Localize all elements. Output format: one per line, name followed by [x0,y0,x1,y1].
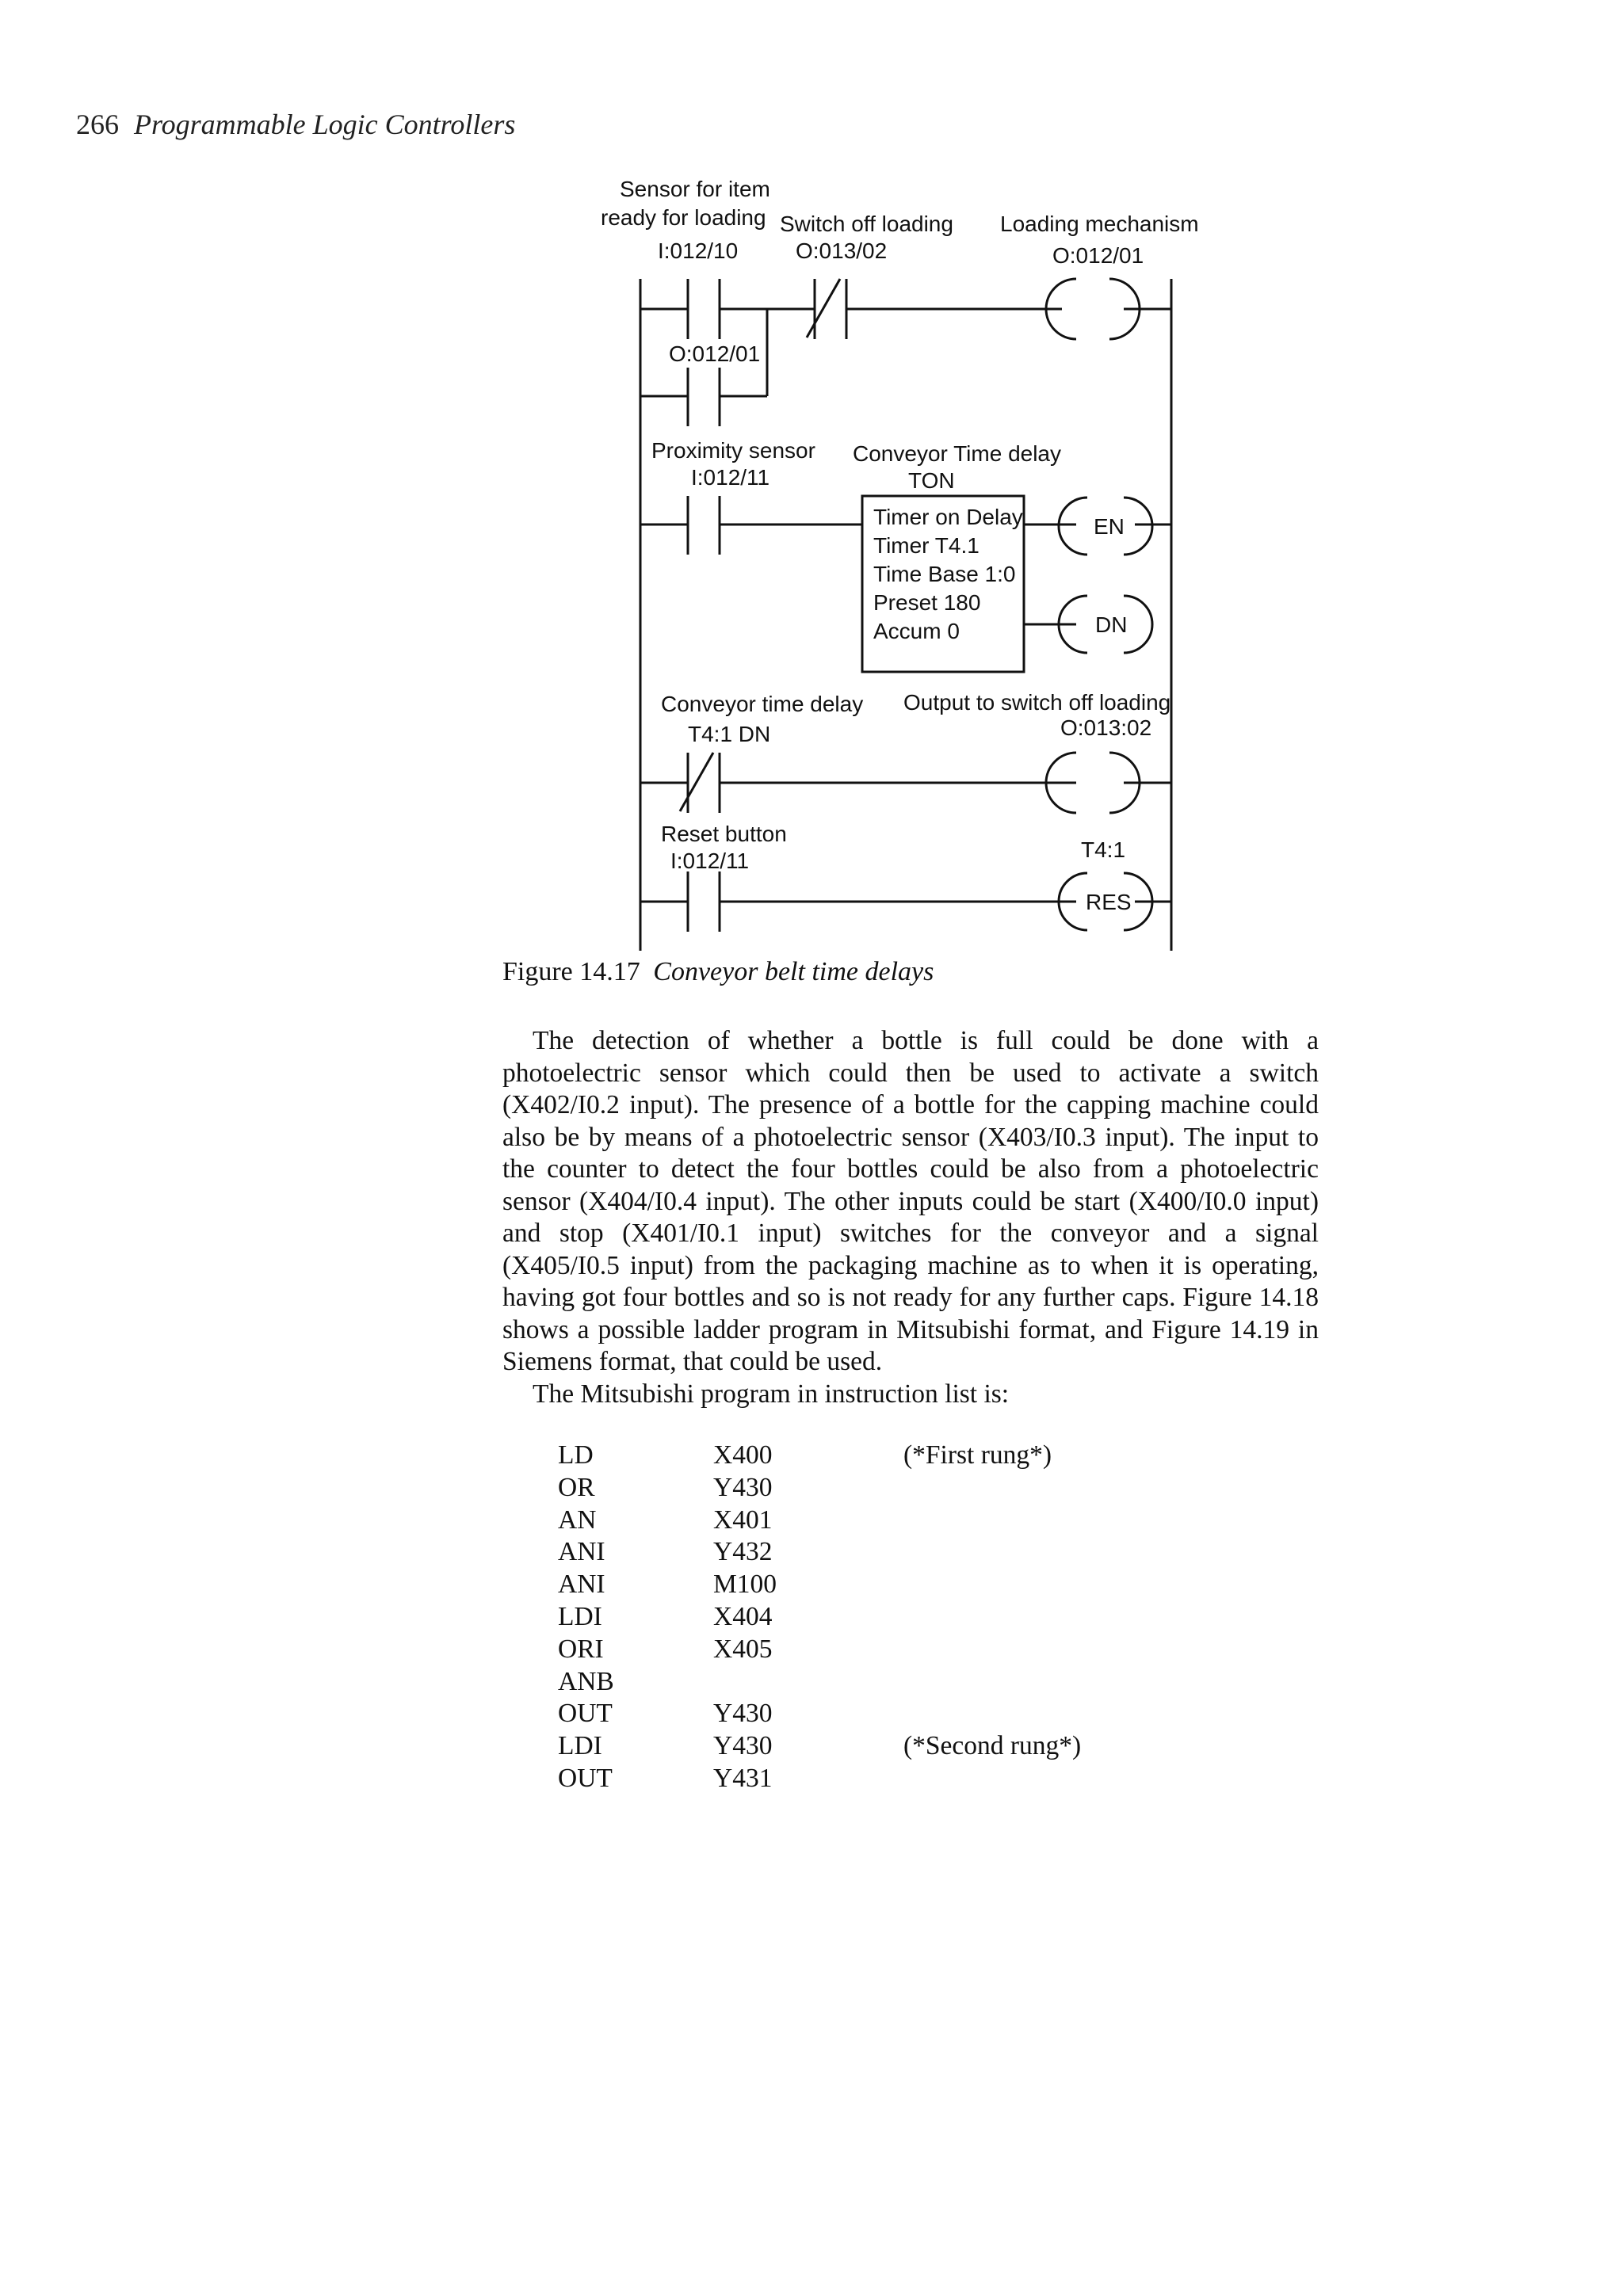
rung1-sensor-label-2: ready for loading [601,205,766,230]
rung3-output-address: O:013:02 [1060,715,1152,740]
dn-coil-label: DN [1095,612,1128,637]
instruction-arg: Y430 [713,1472,773,1502]
instruction-op: ORI [558,1634,604,1664]
rung3-output-label: Output to switch off loading [903,690,1171,715]
timer-box-line-1: Timer on Delay [873,505,1023,529]
en-coil-label: EN [1094,514,1125,539]
instruction-op: ANI [558,1569,605,1600]
rung2-timer-title: Conveyor Time delay [853,441,1062,466]
body-paragraph-intro: The Mitsubishi program in instruction list is: [533,1379,1010,1409]
rung1-switch-label: Switch off loading [780,212,953,236]
rung3-contact-label: Conveyor time delay [661,692,864,716]
book-title: Programmable Logic Controllers [134,109,516,140]
rung1-output-address: O:012/01 [1052,243,1144,268]
rung1-sensor-address: I:012/10 [658,238,739,263]
instruction-arg: M100 [713,1569,777,1600]
rung2-sensor-label: Proximity sensor [651,438,815,463]
rung1-switch-address: O:013/02 [796,238,888,263]
instruction-arg: X405 [713,1634,773,1664]
rung3-contact-address: T4:1 DN [688,722,771,746]
figure-caption [502,957,934,987]
body-paragraph: The detection of whether a bottle is full could be done with a photoelectric sensor which could then be used to activate a switch (X402/I0.2 input). The presence of a bottle for the capping machine could also be by means of a photoelectric sensor (X403/I0.3 input). The input to the counter to detect the four bottles could be also from a photoelectric sensor (X404/I0.4 input). The other inputs could be start (X400/I0.0 input) and stop (X401/I0.1 input) switches for the conveyor and a signal (X405/I0.5 input) from the packaging machine as to when it is operating, having got four bottles and so is not ready for any further caps. Figure 14.18 shows a possible ladder program in Mitsubishi format, and Figure 14.19 in Siemens format, that could be used. [502,1026,1319,1376]
figure-title: Conveyor belt time delays [653,957,934,986]
instruction-comment: (*Second rung*) [903,1731,1082,1761]
instruction-arg: X401 [713,1505,773,1535]
instruction-op: LD [558,1440,594,1470]
instruction-arg: X404 [713,1601,773,1631]
timer-box-line-4: Preset 180 [873,590,981,615]
instruction-op: LDI [558,1731,602,1761]
instruction-arg: Y430 [713,1731,773,1761]
figure-number: Figure 14.17 [502,957,640,986]
rung1-output-label: Loading mechanism [1000,212,1199,236]
rung4-output-address: T4:1 [1081,837,1126,862]
instruction-op: OUT [558,1763,613,1793]
rung1-sensor-label-1: Sensor for item [620,177,770,201]
ladder-diagram [0,0,1623,951]
instruction-op: AN [558,1505,597,1535]
instruction-arg: Y432 [713,1537,773,1567]
instruction-arg: Y430 [713,1699,773,1729]
instruction-op: ANB [558,1666,614,1696]
timer-box-line-3: Time Base 1:0 [873,562,1016,586]
rung4-contact-address: I:012/11 [670,849,750,873]
rung2-sensor-address: I:012/11 [691,465,770,490]
timer-box-line-2: Timer T4.1 [873,533,980,558]
timer-box-line-5: Accum 0 [873,619,960,643]
instruction-arg: Y431 [713,1763,773,1793]
instruction-op: OUT [558,1699,613,1729]
instruction-op: ANI [558,1537,605,1567]
rung4-contact-label: Reset button [661,822,787,846]
page-number: 266 [76,109,119,140]
rung1-branch-address: O:012/01 [669,341,761,366]
instruction-op: LDI [558,1601,602,1631]
reset-coil-label: RES [1086,890,1132,914]
instruction-comment: (*First rung*) [903,1440,1052,1470]
instruction-arg: X400 [713,1440,773,1470]
instruction-op: OR [558,1472,595,1502]
rung2-timer-type: TON [908,468,955,493]
